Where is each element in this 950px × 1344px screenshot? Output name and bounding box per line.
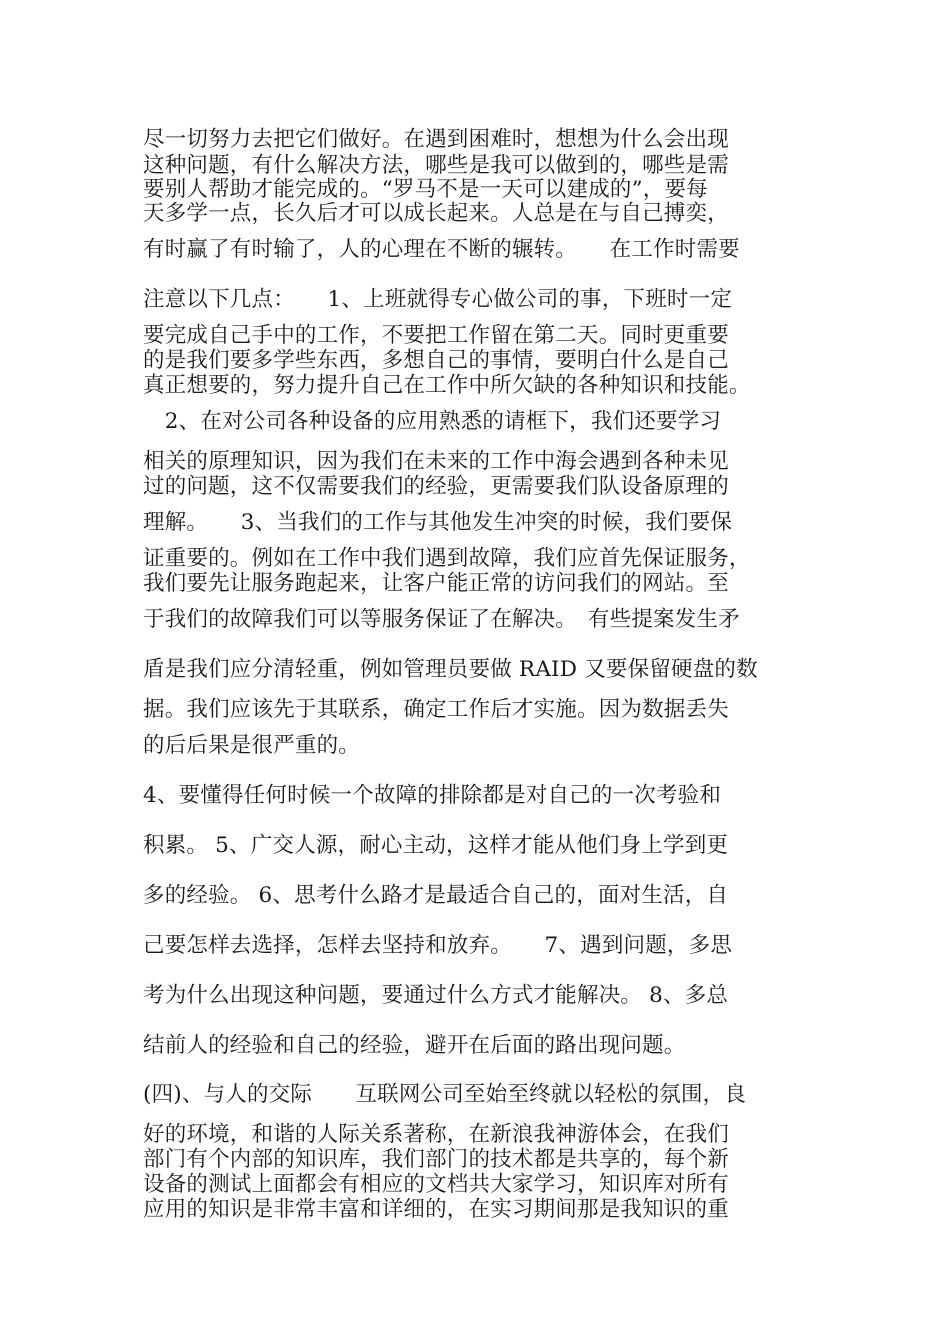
text-line: 我们要先让服务跑起来，让客户能正常的访问我们的网站。至 bbox=[143, 571, 729, 596]
text-line: 多的经验。 6、思考什么路才是最适合自己的，面对生活，自 bbox=[143, 883, 729, 908]
text-line: 于我们的故障我们可以等服务保证了在解决。 有些提案发生矛 bbox=[143, 607, 740, 632]
text-line: 真正想要的，努力提升自己在工作中所欠缺的各种知识和技能。 bbox=[143, 373, 751, 398]
text-line: 注意以下几点： 1、上班就得专心做公司的事，下班时一定 bbox=[143, 287, 733, 312]
text-line: 尽一切努力去把它们做好。在遇到困难时，想想为什么会出现 bbox=[143, 127, 729, 152]
text-line: 结前人的经验和自己的经验，避开在后面的路出现问题。 bbox=[143, 1033, 686, 1058]
text-line: 这种问题，有什么解决方法，哪些是我可以做到的，哪些是需 bbox=[143, 153, 729, 178]
section-heading-line: (四)、与人的交际 互联网公司至始至终就以轻松的氛围，良 bbox=[143, 1082, 747, 1107]
text-line: 2、在对公司各种设备的应用熟悉的请框下，我们还要学习 bbox=[143, 409, 722, 434]
text-line: 设备的测试上面都会有相应的文档共大家学习，知识库对所有 bbox=[143, 1172, 729, 1197]
text-line: 据。我们应该先于其联系，确定工作后才实施。因为数据丢失 bbox=[143, 697, 729, 722]
text-line: 要别人帮助才能完成的。“罗马不是一天可以建成的”，要每 bbox=[143, 177, 708, 202]
text-line: 天多学一点，长久后才可以成长起来。人总是在与自己搏奕， bbox=[143, 201, 729, 226]
text-line: 有时赢了有时输了，人的心理在不断的辗转。 在工作时需要 bbox=[143, 237, 740, 262]
text-line: 要完成自己手中的工作，不要把工作留在第二天。同时更重要 bbox=[143, 323, 729, 348]
text-line: 部门有个内部的知识库，我们部门的技术都是共享的，每个新 bbox=[143, 1147, 729, 1172]
text-line: 盾是我们应分清轻重，例如管理员要做 RAID 又要保留硬盘的数 bbox=[143, 657, 758, 682]
text-line: 考为什么出现这种问题，要通过什么方式才能解决。 8、多总 bbox=[143, 983, 729, 1008]
text-line: 的后后果是很严重的。 bbox=[143, 733, 361, 758]
text-line: 理解。 3、当我们的工作与其他发生冲突的时候，我们要保 bbox=[143, 510, 733, 535]
text-line: 相关的原理知识，因为我们在未来的工作中海会遇到各种未见 bbox=[143, 449, 729, 474]
text-line: 好的环境，和谐的人际关系著称，在新浪我神游体会，在我们 bbox=[143, 1122, 729, 1147]
text-line: 4、要懂得任何时候一个故障的排除都是对自己的一次考验和 bbox=[143, 783, 722, 808]
text-line: 己要怎样去选择，怎样去坚持和放弃。 7、遇到问题，多思 bbox=[143, 933, 733, 958]
text-line: 过的问题，这不仅需要我们的经验，更需要我们队设备原理的 bbox=[143, 474, 729, 499]
text-line: 应用的知识是非常丰富和详细的，在实习期间那是我知识的重 bbox=[143, 1197, 729, 1222]
text-line: 证重要的。例如在工作中我们遇到故障，我们应首先保证服务， bbox=[143, 546, 751, 571]
text-line: 积累。 5、广交人源，耐心主动，这样才能从他们身上学到更 bbox=[143, 833, 729, 858]
text-line: 的是我们要多学些东西，多想自己的事情，要明白什么是自己 bbox=[143, 348, 729, 373]
